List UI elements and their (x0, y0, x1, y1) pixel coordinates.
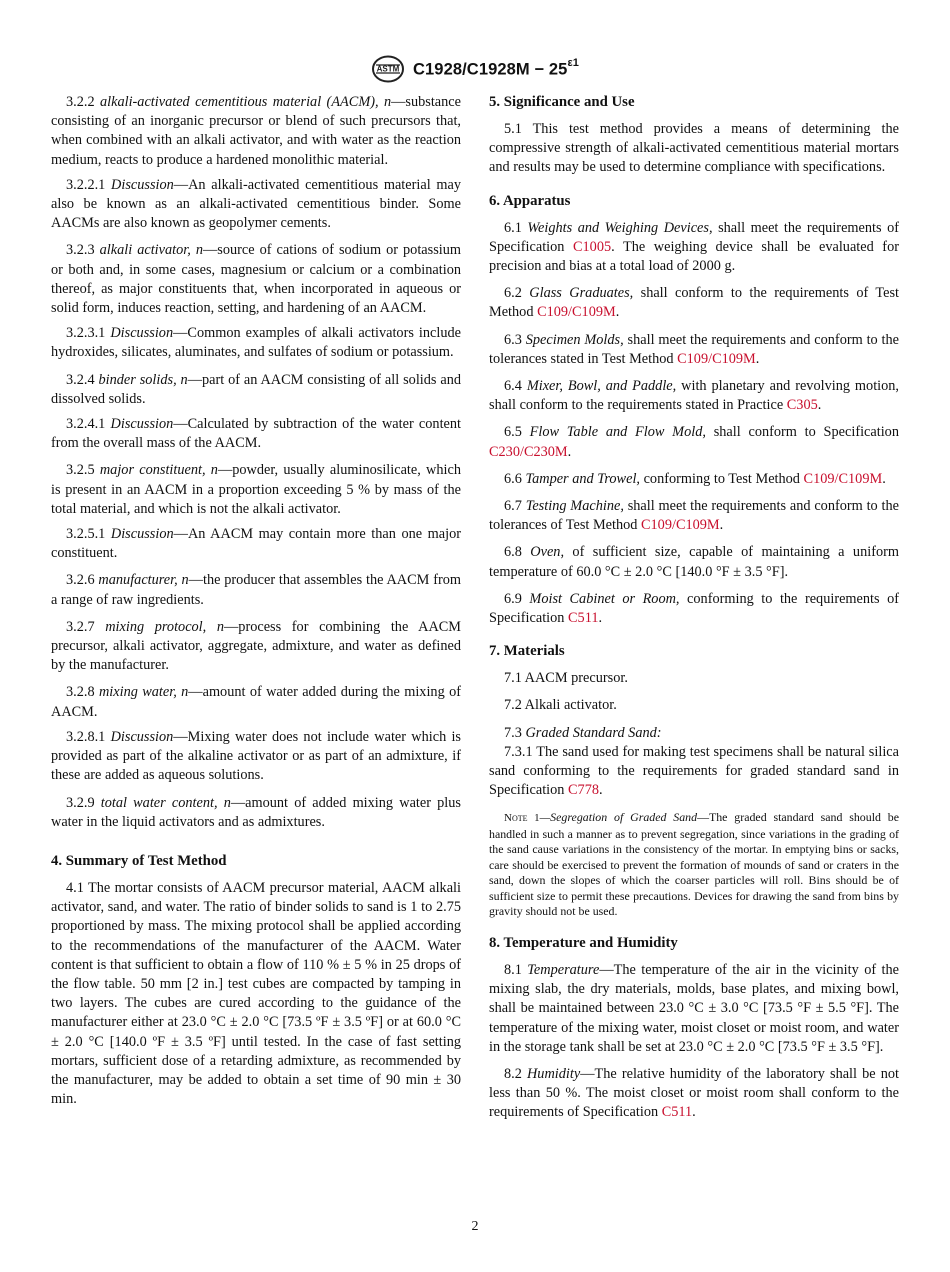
link-c511[interactable]: C511 (568, 610, 599, 627)
page-number: 2 (471, 1219, 479, 1234)
link-c305[interactable]: C305 (786, 397, 818, 414)
link-c109[interactable]: C109/C109M (537, 304, 616, 321)
right-column (489, 93, 899, 1129)
paragraph-6-7: 6.7 Testing Machine, shall meet the requirements and conform to the tolerances of Test Method C109/C109M. (489, 498, 899, 534)
standard-designation: $C1928/C1928M - 25^{\varepsilon 1}$ (413, 56, 579, 79)
paragraph-3-2-4: 3.2.4 binder solids, n—part of an AACM consisting of all solids and dissolved solids. (51, 371, 461, 407)
paragraph-3-2-3: 3.2.3 alkali activator, n—source of cations of sodium or potassium or both and, in some cases, magnesium or calcium or a combination thereof, as major constituents that, when incorporated in aqueous or solid form, induces reaction, setting, and hardening of an AACM. (51, 242, 462, 317)
link-c109[interactable]: C109/C109M (677, 350, 756, 367)
paragraph-3-2-9: 3.2.9 total water content, n—amount of added mixing water plus water in the liquid activators and as admixtures. (51, 794, 461, 830)
link-c230[interactable]: C230/C230M (489, 443, 568, 460)
left-column (51, 93, 461, 1115)
section-5-heading: 5. Significance and Use (489, 94, 635, 110)
paragraph-3-2-2-1: 3.2.2.1 Discussion—An alkali-activated cementitious material may also be known as an alkali-activated cementitious binder. Some AACMs are also known as geopolymer cements. (51, 176, 461, 232)
astm-logo-icon (371, 55, 405, 83)
section-4-heading: 4. Summary of Test Method (51, 852, 227, 869)
paragraph-7-3: 7.3 Graded Standard Sand: (504, 724, 662, 741)
paragraph-3-2-2: 3.2.2 alkali-activated cementitious material (AACM), n—substance consisting of an inorganic precursor or blend of such precursors that, when combined with an alkali activator, and with water as the reaction medium, reacts to produce a hardened monolithic material. (51, 94, 461, 168)
paragraph-6-9: 6.9 Moist Cabinet or Room, conforming to the requirements of Specification C511. (489, 590, 900, 627)
paragraph-3-2-8: 3.2.8 mixing water, n—amount of water added during the mixing of AACM. (51, 684, 461, 720)
link-c109[interactable]: C109/C109M (803, 470, 883, 487)
paragraph-6-5: 6.5 Flow Table and Flow Mold, shall conform to Specification C230/C230M. (489, 424, 899, 460)
link-c778[interactable]: C778 (568, 782, 599, 799)
link-c511[interactable]: C511 (661, 1104, 693, 1121)
page-header (0, 54, 950, 84)
paragraph-3-2-7: 3.2.7 mixing protocol, n—process for combining the AACM precursor, alkali activator, aggregate, admixture, and water as defined by the manufacturer. (51, 618, 462, 674)
link-c1005[interactable]: C1005 (572, 238, 612, 255)
paragraph-5-1: 5.1 This test method provides a means of determining the compressive strength of alkali-activated cementitious material mortars and results may be used to determine compliance with specifications. (489, 121, 899, 176)
svg-text:ASTM: ASTM (376, 64, 400, 74)
paragraph-6-3: 6.3 Specimen Molds, shall meet the requirements and conform to the tolerances stated in Test Method C109/C109M. (489, 331, 900, 367)
paragraph-6-4: 6.4 Mixer, Bowl, and Paddle, with planetary and revolving motion, shall conform to the requirements stated in Practice C305. (489, 378, 900, 414)
paragraph-3-2-4-1: 3.2.4.1 Discussion—Calculated by subtraction of the water content from the overall mass of the AACM. (51, 416, 462, 452)
paragraph-3-2-5: 3.2.5 major constituent, n—powder, usually aluminosilicate, which is present in an AACM in a proportion exceeding 5 % by mass of the total material, and which is not the alkali activator. (51, 462, 462, 517)
section-6-heading: 6. Apparatus (489, 192, 571, 209)
paragraph-7-2: 7.2 Alkali activator. (504, 697, 617, 714)
note-1: Note 1—Segregation of Graded Sand—The graded standard sand should be handled in such a manner as to prevent segregation, since variations in the grading of the sand cause variations in the consistency of the mortar. In emptying bins or sacks, care should be exercised to prevent the formation of mounds of sand or craters in the sand, down the slopes of which the coarser particles will roll. Bins should be of sufficient size to permit these precautions. Devices for drawing the sand from bins by gravity should not be used. (489, 810, 899, 919)
paragraph-6-8: 6.8 Oven, of sufficient size, capable of maintaining a uniform temperature of 60.0 °C ± 2.0 °C [140.0 °F ± 3.5 °F]. (489, 544, 899, 580)
paragraph-6-2: 6.2 Glass Graduates, shall conform to the requirements of Test Method C109/C109M. (489, 285, 899, 321)
paragraph-6-1: 6.1 Weights and Weighing Devices, shall meet the requirements of Specification C1005. The weighing device shall be evaluated for precision and bias at a total load of 2000 g. (489, 219, 900, 275)
paragraph-3-2-6: 3.2.6 manufacturer, n—the producer that assembles the AACM from a range of raw ingredients. (51, 572, 461, 608)
paragraph-6-6: 6.6 Tamper and Trowel, conforming to Test Method C109/C109M. (504, 470, 886, 487)
paragraph-3-2-8-1: 3.2.8.1 Discussion—Mixing water does not include water which is provided as part of the alkaline activator or as part of an admixture, if these are added as aqueous solutions. (51, 728, 461, 784)
paragraph-7-3-1: 7.3.1 The sand used for making test specimens shall be natural silica sand conforming to the requirements for graded standard sand in Specification C778. (489, 743, 899, 799)
paragraph-3-2-5-1: 3.2.5.1 Discussion—An AACM may contain more than one major constituent. (51, 526, 461, 562)
paragraph-4-1: 4.1 The mortar consists of AACM precursor material, AACM alkali activator, sand, and water. The ratio of binder solids to sand is 1 to 2.75 proportioned by mass. The mixing protocol shall be applied according to the recommendations of the manufacturer of the AACM. Water content is that sufficient to obtain a flow of 110 % ± 5 % in 25 drops of the flow table. 50 mm [2 in.] test cubes are compacted by tamping in two layers. The cubes are cured according to the guidance of the manufacturer either at 23.0 °C ± 2.0 °C [73.5 ºF ± 3.5 ºF] or at 60.0 °C ± 2.0 °C [140.0 ºF ± 3.5 ºF] until tested. In the case of fast setting mortars, sufficient dose of a retarding admixture, as recommended by the manufacturer, may be added to obtain a set time of 90 min ± 30 min. (51, 879, 461, 1108)
section-8-heading: 8. Temperature and Humidity (489, 934, 678, 951)
paragraph-3-2-3-1: 3.2.3.1 Discussion—Common examples of alkali activators include hydroxides, silicates, aluminates, and sulfates of sodium or potassium. (51, 325, 461, 361)
paragraph-7-1: 7.1 AACM precursor. (504, 670, 628, 687)
paragraph-8-2: 8.2 Humidity—The relative humidity of the laboratory shall be not less than 50 %. The moist closet or moist room shall conform to the requirements of Specification C511. (489, 1066, 899, 1121)
section-7-heading: 7. Materials (489, 643, 565, 660)
link-c109[interactable]: C109/C109M (641, 517, 720, 534)
paragraph-8-1: 8.1 Temperature—The temperature of the air in the vicinity of the mixing slab, the dry materials, molds, base plates, and mixing bowl, shall be maintained between 23.0 °C ± 3.0 °C [73.5 °F ± 5.5 °F]. The temperature of the mixing water, moist closet or moist room, and water in the storage tank shall be set at 23.0 °C ± 2.0 °C [73.5 °F ± 3.5 °F]. (489, 961, 899, 1055)
